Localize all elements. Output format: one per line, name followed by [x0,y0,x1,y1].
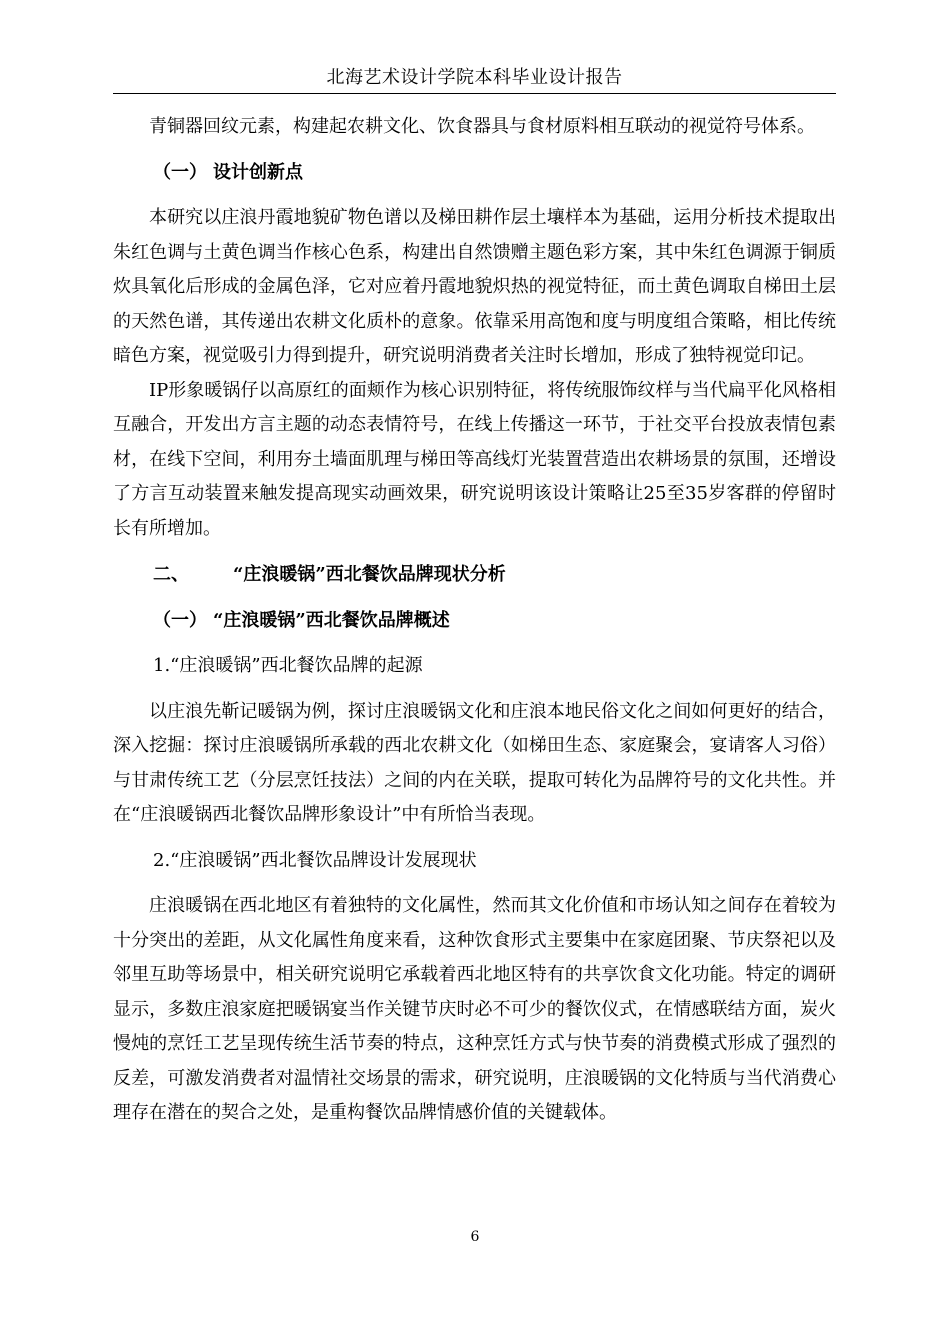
page-body [113,110,836,1131]
page-number: 6 [470,1229,480,1245]
subheading-development-status: 2.“庄浪暖锅”西北餐饮品牌设计发展现状 [153,849,477,871]
paragraph-origin: 以庄浪先靳记暖锅为例，探讨庄浪暖锅文化和庄浪本地民俗文化之间如何更好的结合，深入挖掘：探讨庄浪暖锅所承载的西北农耕文化（如梯田生态、家庭聚会，宴请客人习俗）与甘肃传统工艺（分层烹饪技法）之间的内在关联，提取可转化为品牌符号的文化共性。并在“庄浪暖锅西北餐饮品牌形象设计”中有所恰当表现。 [113,700,836,825]
heading-text: “庄浪暖锅”西北餐饮品牌概述 [213,609,450,631]
paragraph-color-scheme: 本研究以庄浪丹霞地貌矿物色谱以及梯田耕作层土壤样本为基础，运用分析技术提取出朱红色调与土黄色调当作核心色系，构建出自然馈赠主题色彩方案，其中朱红色调源于铜质炊具氧化后形成的金属色泽，它对应着丹霞地貌炽热的视觉特征，而土黄色调取自梯田土层的天然色谱，其传递出农耕文化质朴的意象。依靠采用高饱和度与明度组合策略，相比传统暗色方案，视觉吸引力得到提升，研究说明消费者关注时长增加，形成了独特视觉印记。 [113,207,836,366]
heading-number: 二、 [153,564,189,585]
heading-number: （一） [153,609,207,631]
heading-number: （一） [153,161,207,183]
heading-design-innovation [113,156,836,191]
running-header: 北海艺术设计学院本科毕业设计报告 [326,67,623,88]
subheading-origin: 1.“庄浪暖锅”西北餐饮品牌的起源 [153,655,423,676]
header-divider [113,93,836,94]
paragraph-continued: 青铜器回纹元素，构建起农耕文化、饮食器具与食材原料相互联动的视觉符号体系。 [149,116,815,137]
heading-text: “庄浪暖锅”西北餐饮品牌现状分析 [233,564,506,585]
heading-section-two [113,558,836,593]
heading-brand-overview [113,604,836,639]
heading-text: 设计创新点 [213,161,303,183]
paragraph-ip-character: IP形象暖锅仔以高原红的面颊作为核心识别特征，将传统服饰纹样与当代扁平化风格相互融合，开发出方言主题的动态表情符号，在线上传播这一环节，于社交平台投放表情包素材，在线下空间，利用夯土墙面肌理与梯田等高线灯光装置营造出农耕场景的氛围，还增设了方言互动装置来触发提高现实动画效果，研究说明该设计策略让25至35岁客群的停留时长有所增加。 [113,379,836,539]
paragraph-development-status: 庄浪暖锅在西北地区有着独特的文化属性，然而其文化价值和市场认知之间存在着较为十分突出的差距，从文化属性角度来看，这种饮食形式主要集中在家庭团聚、节庆祭祀以及邻里互助等场景中，相关研究说明它承载着西北地区特有的共享饮食文化功能。特定的调研显示，多数庄浪家庭把暖锅宴当作关键节庆时必不可少的餐饮仪式，在情感联结方面，炭火慢炖的烹饪工艺呈现传统生活节奏的特点，这种烹饪方式与快节奏的消费模式形成了强烈的反差，可激发消费者对温情社交场景的需求，研究说明，庄浪暖锅的文化特质与当代消费心理存在潜在的契合之处，是重构餐饮品牌情感价值的关键载体。 [113,895,836,1123]
